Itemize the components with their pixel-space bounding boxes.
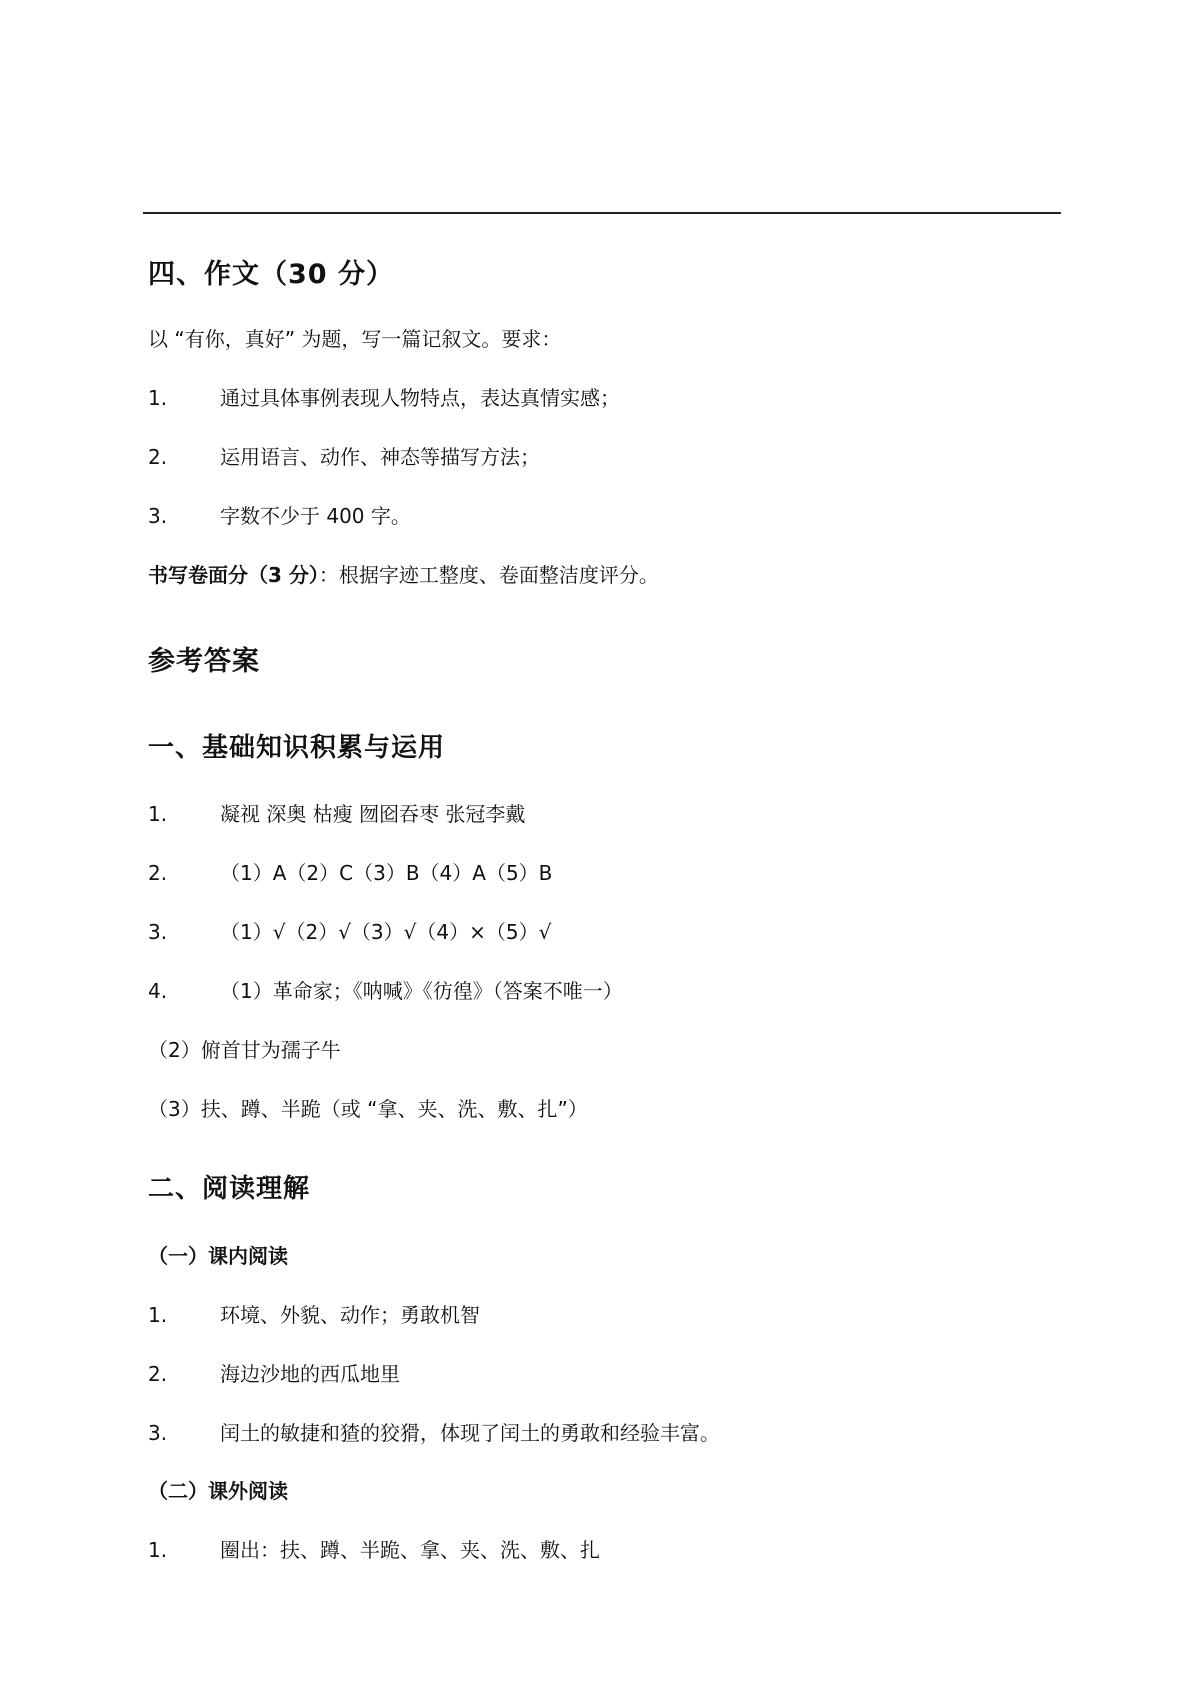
neatness-text: ：根据字迹工整度、卷面整洁度评分。 xyxy=(318,563,659,587)
list-item xyxy=(148,916,551,945)
list-text: 字数不少于 400 字。 xyxy=(220,504,411,528)
list-number: 1. xyxy=(148,1303,168,1327)
subsection-heading: （二）课外阅读 xyxy=(148,1479,288,1503)
essay-prompt: 以 “有你，真好” 为题，写一篇记叙文。要求： xyxy=(148,327,562,351)
list-number: 3. xyxy=(148,920,168,944)
neatness-note xyxy=(148,559,659,588)
list-item xyxy=(148,441,540,470)
list-text: 闰土的敏捷和猹的狡猾，体现了闰土的勇敢和经验丰富。 xyxy=(220,1421,720,1445)
list-text: （1）A（2）C（3）B（4）A（5）B xyxy=(220,861,553,885)
answer-line: （2）俯首甘为孺子牛 xyxy=(148,1038,341,1062)
list-text: （1）√（2）√（3）√（4）×（5）√ xyxy=(220,920,552,944)
list-number: 2. xyxy=(148,445,168,469)
neatness-label: 书写卷面分（3 分） xyxy=(148,563,319,587)
list-text: 凝视 深奥 枯瘦 囫囵吞枣 张冠李戴 xyxy=(220,802,526,826)
list-number: 2. xyxy=(148,861,168,885)
section-heading: 一、基础知识积累与运用 xyxy=(148,733,446,763)
list-item xyxy=(148,1534,600,1563)
list-text: 运用语言、动作、神态等描写方法； xyxy=(220,445,540,469)
list-item xyxy=(148,382,620,411)
list-text: 海边沙地的西瓜地里 xyxy=(220,1362,400,1386)
list-item xyxy=(148,1417,720,1446)
list-text: 圈出：扶、蹲、半跪、拿、夹、洗、敷、扎 xyxy=(220,1538,600,1562)
top-divider xyxy=(143,212,1061,214)
list-number: 1. xyxy=(148,386,168,410)
list-item xyxy=(148,798,525,827)
list-text: 环境、外貌、动作；勇敢机智 xyxy=(220,1303,480,1327)
list-number: 2. xyxy=(148,1362,168,1386)
list-item xyxy=(148,500,411,529)
list-text: （1）革命家；《呐喊》《彷徨》（答案不唯一） xyxy=(220,979,623,1003)
list-item xyxy=(148,857,552,886)
list-number: 3. xyxy=(148,504,168,528)
answers-title: 参考答案 xyxy=(148,646,260,677)
list-text: 通过具体事例表现人物特点，表达真情实感； xyxy=(220,386,620,410)
section-heading: 二、阅读理解 xyxy=(148,1174,311,1204)
list-item xyxy=(148,1358,400,1387)
essay-heading: 四、作文（30 分） xyxy=(148,259,394,290)
subsection-heading: （一）课内阅读 xyxy=(148,1244,288,1268)
list-item xyxy=(148,975,623,1004)
answer-line: （3）扶、蹲、半跪（或 “拿、夹、洗、敷、扎”） xyxy=(148,1097,588,1121)
list-number: 4. xyxy=(148,979,168,1003)
list-number: 3. xyxy=(148,1421,168,1445)
list-item xyxy=(148,1299,480,1328)
list-number: 1. xyxy=(148,802,168,826)
list-number: 1. xyxy=(148,1538,168,1562)
